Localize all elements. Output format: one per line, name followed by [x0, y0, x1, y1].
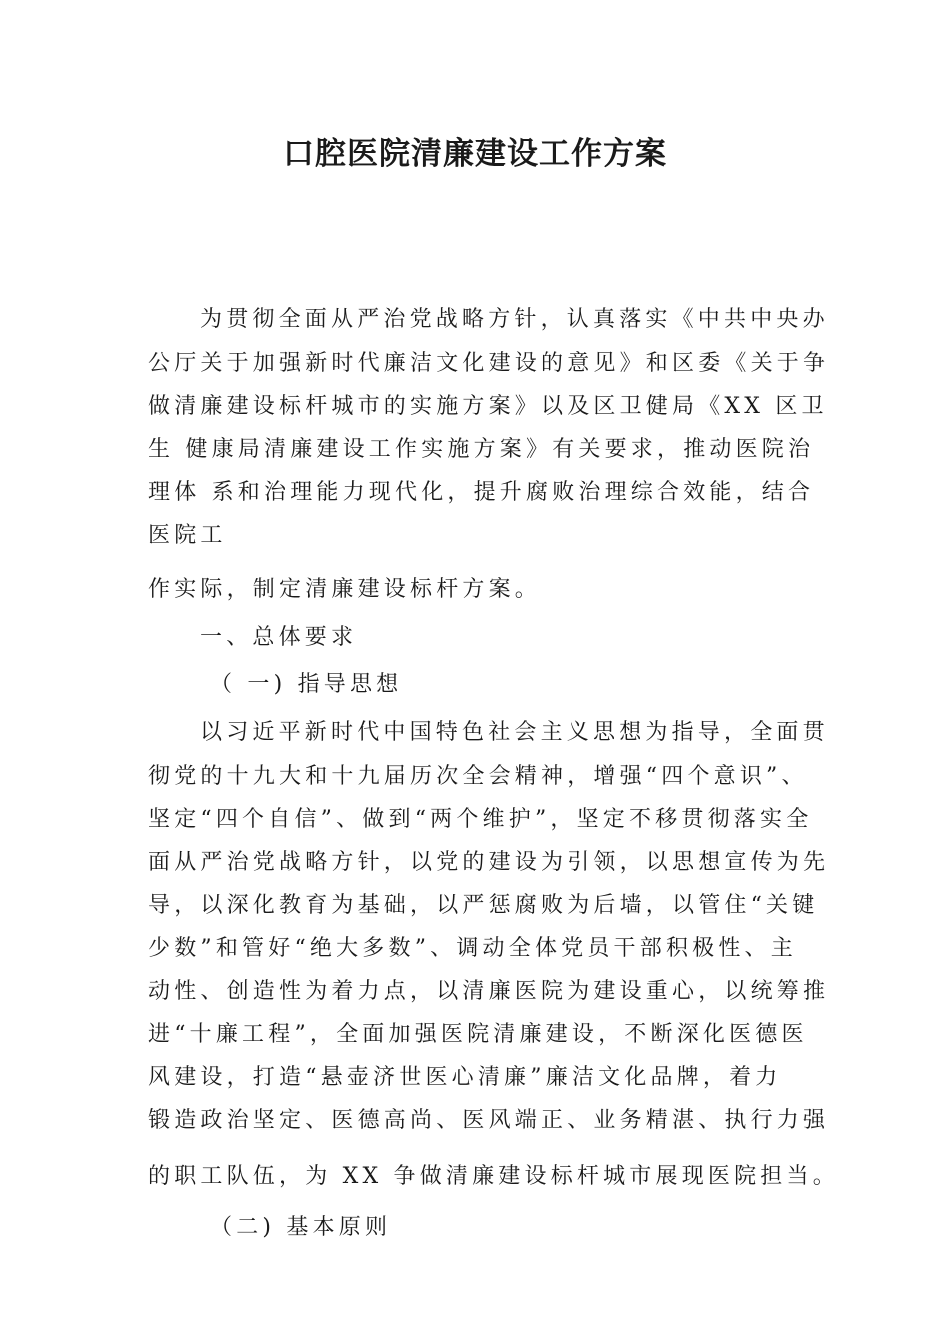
guiding-thought-line-5: 导，以深化教育为基础，以严惩腐败为后墙，以管住“关键	[148, 893, 819, 918]
guiding-thought-line-7: 动性、创造性为着力点，以清廉医院为建设重心，以统筹推	[148, 979, 830, 1004]
guiding-thought-line-2: 彻党的十九大和十九届历次全会精神，增强“四个意识”、	[148, 764, 808, 789]
intro-line-7: 作实际，制定清廉建设标杆方案。	[148, 577, 542, 602]
guiding-thought-line-9: 风建设，打造“悬壶济世医心清廉”廉洁文化品牌，着力	[148, 1065, 782, 1090]
guiding-thought-line-1: 以习近平新时代中国特色社会主义思想为指导，全面贯	[200, 720, 829, 745]
guiding-thought-line-11: 的职工队伍，为 XX 争做清廉建设标杆城市展现医院担当。	[148, 1164, 839, 1189]
subsection-1-heading: （ 一) 指导思想	[210, 672, 403, 697]
guiding-thought-line-8: 进“十廉工程”，全面加强医院清廉建设，不断深化医德医	[148, 1022, 808, 1047]
intro-line-3: 做清廉建设标杆城市的实施方案》以及区卫健局《XX 区卫	[148, 394, 828, 419]
guiding-thought-line-4: 面从严治党战略方针，以党的建设为引领，以思想宣传为先	[148, 850, 830, 875]
section-1-heading: 一、总体要求	[200, 625, 358, 650]
document-title: 口腔医院清廉建设工作方案	[283, 136, 667, 172]
intro-line-5: 理体 系和治理能力现代化，提升腐败治理综合效能，结合	[148, 480, 815, 505]
intro-line-2: 公厅关于加强新时代廉洁文化建设的意见》和区委《关于争	[148, 351, 830, 376]
guiding-thought-line-6: 少数”和管好“绝大多数”、调动全体党员干部积极性、主	[148, 936, 797, 961]
intro-line-6: 医院工	[148, 523, 227, 548]
intro-line-1: 为贯彻全面从严治党战略方针，认真落实《中共中央办	[200, 307, 829, 332]
subsection-2-heading: （二) 基本原则	[210, 1215, 392, 1240]
guiding-thought-line-3: 坚定“四个自信”、做到“两个维护”，坚定不移贯彻落实全	[148, 807, 813, 832]
guiding-thought-line-10: 锻造政治坚定、医德高尚、医风端正、业务精湛、执行力强	[148, 1108, 830, 1133]
intro-line-4: 生 健康局清廉建设工作实施方案》有关要求，推动医院治	[148, 437, 815, 462]
